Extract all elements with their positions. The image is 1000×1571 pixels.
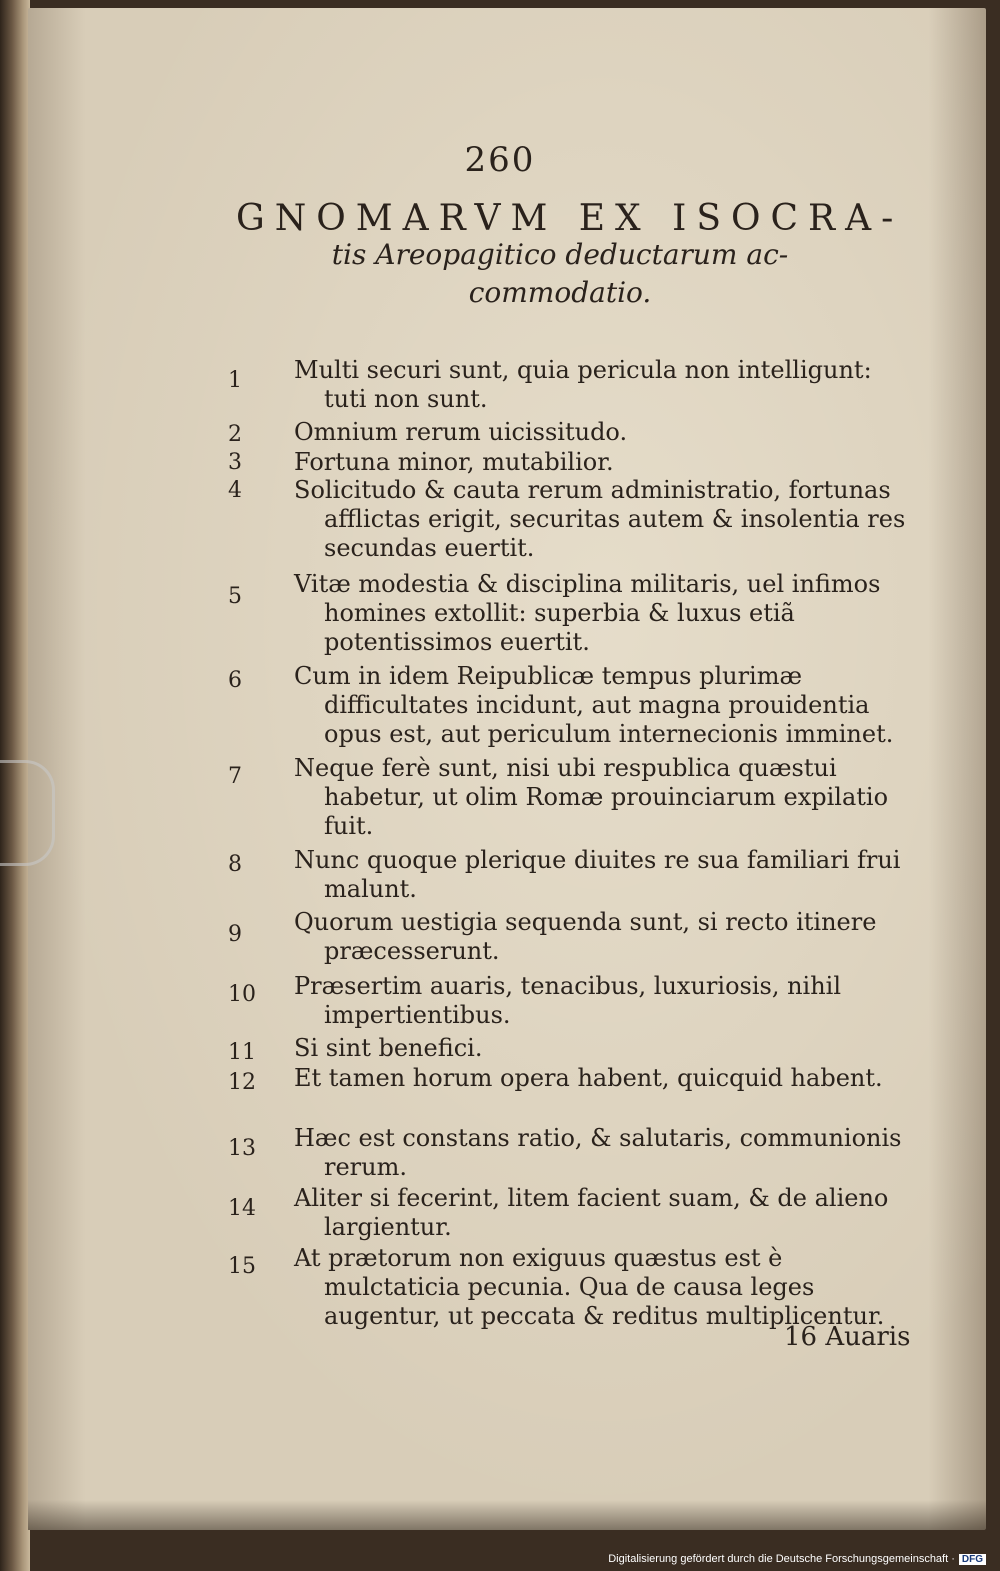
entry-text: Nunc quoque plerique diuites re sua familiari frui malunt.: [294, 846, 901, 903]
entry-text: Omnium rerum uicissitudo.: [294, 418, 628, 446]
catchword: 16 Auaris: [784, 1322, 911, 1352]
page-subtitle-line-2: commodatio.: [468, 276, 652, 309]
entry-text: Cum in idem Reipublicæ tempus plurimæ difficultates incidunt, aut magna prouidentia opus est, aut periculum internecionis imminet.: [294, 662, 894, 748]
gnome-entry: [228, 356, 918, 418]
page-title: GNOMARVM EX ISOCRA-: [236, 198, 904, 239]
entry-number: 10: [228, 982, 256, 1007]
entry-text: Et tamen horum opera habent, quicquid habent.: [294, 1064, 883, 1092]
entry-number: 9: [228, 922, 242, 947]
entry-text: Si sint benefici.: [294, 1034, 483, 1062]
entry-text: Vitæ modestia & disciplina militaris, uel infimos homines extollit: superbia & luxus etiã potentissimos euertit.: [294, 570, 881, 656]
entry-text: Multi securi sunt, quia pericula non intelligunt: tuti non sunt.: [294, 356, 872, 413]
dfg-logo: DFG: [959, 1554, 986, 1565]
entry-text: Neque ferè sunt, nisi ubi respublica quæstui habetur, ut olim Romæ prouinciarum expilatio fuit.: [294, 754, 889, 840]
gnome-entry: [228, 418, 918, 448]
gnome-entry: [228, 448, 918, 476]
entry-text: Quorum uestigia sequenda sunt, si recto itinere præcesserunt.: [294, 908, 877, 965]
entry-number: 6: [228, 668, 242, 693]
entry-number: 14: [228, 1196, 256, 1221]
entry-text: Præsertim auaris, tenacibus, luxuriosis, nihil impertientibus.: [294, 972, 842, 1029]
gnome-entry: [228, 908, 918, 972]
entry-number: 11: [228, 1040, 256, 1065]
gnome-entry: [228, 570, 918, 662]
gnome-list: [228, 356, 918, 1336]
entry-number: 5: [228, 584, 242, 609]
footer-credit: [608, 1553, 986, 1565]
entry-number: 1: [228, 368, 242, 393]
page-subtitle-line-1: tis Areopagitico deductarum ac-: [331, 238, 789, 271]
footer-text: Digitalisierung gefördert durch die Deutsche Forschungsgemeinschaft ·: [608, 1553, 955, 1565]
gnome-entry: [228, 476, 918, 570]
page-number: 260: [464, 140, 536, 180]
gnome-entry: [228, 1184, 918, 1244]
gnome-entry: [228, 972, 918, 1034]
entry-number: 2: [228, 422, 242, 447]
page-shadow: [28, 1500, 986, 1530]
gnome-entry: [228, 1124, 918, 1184]
entry-number: 8: [228, 852, 242, 877]
entry-number: 13: [228, 1136, 256, 1161]
entry-number: 4: [228, 478, 242, 503]
gnome-entry: [228, 846, 918, 908]
entry-text: Fortuna minor, mutabilior.: [294, 448, 614, 476]
entry-text: At prætorum non exiguus quæstus est è mulctaticia pecunia. Qua de causa leges augentur, ut peccata & reditus multiplicentur.: [294, 1244, 885, 1330]
gnome-entry: [228, 754, 918, 846]
gnome-entry: [228, 1034, 918, 1064]
entry-text: Aliter si fecerint, litem facient suam, & de alieno largientur.: [294, 1184, 889, 1241]
entry-text: Solicitudo & cauta rerum administratio, fortunas afflictas erigit, securitas autem & insolentia res secundas euertit.: [294, 476, 906, 562]
entry-text: Hæc est constans ratio, & salutaris, communionis rerum.: [294, 1124, 902, 1181]
entry-number: 12: [228, 1070, 256, 1095]
entry-number: 7: [228, 764, 242, 789]
entry-number: 15: [228, 1254, 256, 1279]
gnome-entry: [228, 1064, 918, 1124]
page-clip: [0, 760, 55, 866]
entry-number: 3: [228, 450, 242, 475]
gnome-entry: [228, 662, 918, 754]
